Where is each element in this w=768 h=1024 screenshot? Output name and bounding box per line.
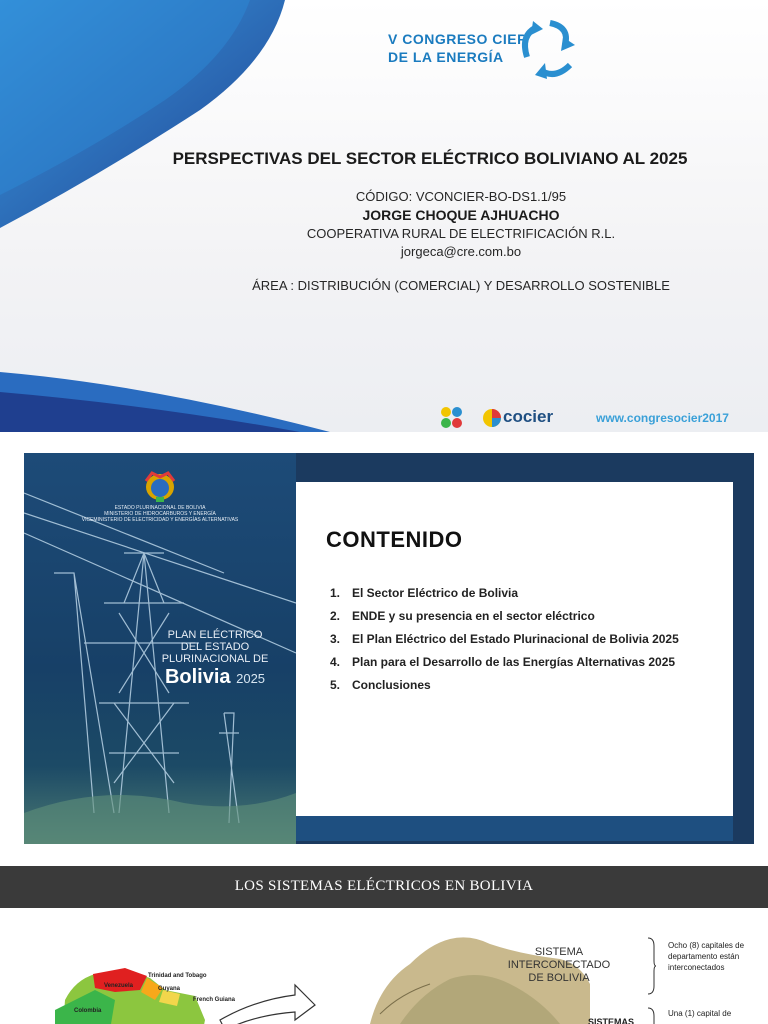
cocier-logo-icon	[482, 408, 502, 428]
contents-item-label: El Sector Eléctrico de Bolivia	[352, 586, 519, 600]
electric-systems-slide	[0, 864, 768, 1024]
presentation-code: CÓDIGO: VCONCIER-BO-DS1.1/95	[355, 189, 567, 204]
presentation-area: ÁREA : DISTRIBUCIÓN (COMERCIAL) Y DESARROLLO SOSTENIBLE	[252, 278, 670, 293]
isolated-systems-label: SISTEMAS	[588, 1017, 635, 1024]
map-label-trinidad: Trinidad and Tobago	[148, 973, 207, 979]
author-email: jorgeca@cre.com.bo	[400, 244, 522, 259]
cier-logo-icon	[437, 403, 467, 432]
contents-item-number: 1.	[330, 586, 341, 600]
bracket-1	[646, 936, 656, 996]
gov-line-2: MINISTERIO DE HIDROCARBUROS Y ENERGÍA	[104, 511, 216, 517]
contents-item	[330, 628, 679, 651]
plan-bolivia-wordmark	[140, 665, 290, 691]
bolivia-coat-of-arms-icon	[140, 467, 180, 505]
plan-line-1: PLAN ELÉCTRICO	[167, 629, 263, 641]
contents-item-number: 5.	[330, 678, 341, 692]
contents-item-label: ENDE y su presencia en el sector eléctrico	[352, 609, 595, 623]
congress-logo-text	[388, 30, 528, 66]
contents-item	[330, 674, 679, 697]
cocier-brand: cocier	[503, 407, 554, 426]
contents-item-label: Conclusiones	[352, 678, 431, 692]
triple-arrow-swirl-icon	[515, 15, 585, 85]
map-label-colombia: Colombia	[74, 1008, 102, 1014]
presentation-title: PERSPECTIVAS DEL SECTOR ELÉCTRICO BOLIVIANO AL 2025	[172, 149, 688, 168]
congress-website[interactable]: www.congresocier2017	[596, 411, 729, 425]
author-name: JORGE CHOQUE AJHUACHO	[362, 207, 560, 223]
plan-cover-title	[140, 629, 290, 691]
contents-list	[330, 582, 679, 697]
bracket-2	[646, 1006, 656, 1024]
contents-item-number: 3.	[330, 632, 341, 646]
plan-line-3: PLURINACIONAL DE	[161, 653, 269, 665]
interconnected-capitals-note: Ocho (8) capitales de departamento están interconectados	[668, 941, 745, 972]
contents-item	[330, 651, 679, 674]
ministry-header	[24, 505, 296, 523]
interconnected-system-label: SISTEMA INTERCONECTADO DE BOLIVIA	[507, 946, 611, 984]
gov-line-1: ESTADO PLURINACIONAL DE BOLIVIA	[114, 505, 206, 511]
gov-line-3: VICEMINISTERIO DE ELECTRICIDAD Y ENERGÍAS ALTERNATIVAS	[81, 517, 239, 523]
map-label-french-guiana: French Guiana	[193, 997, 236, 1003]
south-america-map-illustration	[55, 960, 385, 1024]
contents-heading: CONTENIDO	[326, 527, 463, 552]
contents-item-label: Plan para el Desarrollo de las Energías Alternativas 2025	[352, 655, 676, 669]
logo-line-1: V CONGRESO CIER	[388, 31, 528, 47]
isolated-capital-note: Una (1) capital de	[668, 1009, 732, 1018]
contents-panel-footer-bar	[296, 816, 733, 841]
contents-item	[330, 582, 679, 605]
contents-item	[330, 605, 679, 628]
contents-item-number: 2.	[330, 609, 341, 623]
logo-line-2: DE LA ENERGÍA	[388, 49, 504, 65]
contents-item-number: 4.	[330, 655, 341, 669]
contents-slide	[0, 432, 768, 864]
map-label-guyana: Guyana	[158, 986, 181, 992]
plan-line-2: DEL ESTADO	[180, 641, 250, 653]
plan-year: 2025	[236, 671, 266, 686]
map-label-venezuela: Venezuela	[104, 983, 134, 989]
slide-title: LOS SISTEMAS ELÉCTRICOS EN BOLIVIA	[234, 878, 534, 894]
contents-item-label: El Plan Eléctrico del Estado Plurinacional de Bolivia 2025	[352, 632, 679, 646]
organization-name: COOPERATIVA RURAL DE ELECTRIFICACIÓN R.L.	[306, 226, 616, 241]
plan-bolivia-text: Bolivia	[164, 666, 231, 688]
title-slide	[0, 0, 768, 432]
